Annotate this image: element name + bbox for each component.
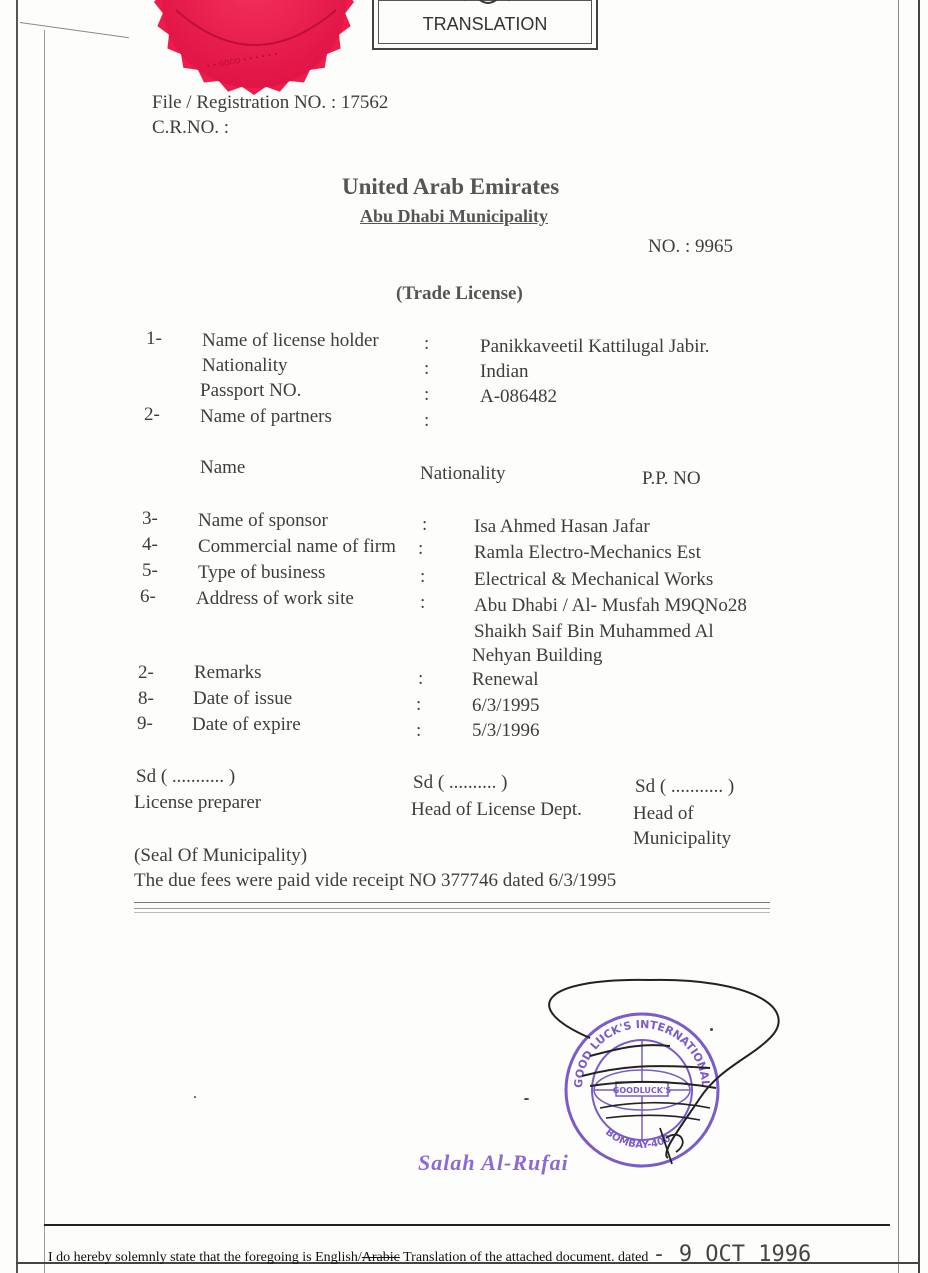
colon: : — [416, 720, 422, 741]
address-line-3: Nehyan Building — [472, 645, 603, 666]
remarks-label: Remarks — [194, 662, 262, 683]
municipality-label: Municipality — [633, 828, 732, 849]
translation-statement — [48, 1242, 811, 1267]
signature-placeholder-3: Sd ( ........... ) — [635, 776, 735, 797]
field-number: 1- — [146, 328, 162, 349]
country-heading: United Arab Emirates — [342, 174, 560, 199]
file-registration-number: File / Registration NO. : 17562 — [152, 92, 389, 113]
partners-column-nationality: Nationality — [420, 463, 506, 484]
municipality-heading: Abu Dhabi Municipality — [360, 206, 549, 226]
remarks-value: Renewal — [472, 669, 539, 690]
page-border-right — [918, 0, 920, 1273]
colon: : — [424, 384, 430, 405]
nationality-value: Indian — [480, 361, 529, 382]
signature-placeholder-2: Sd ( .......... ) — [413, 772, 508, 793]
business-type-label: Type of business — [198, 562, 326, 583]
colon: : — [420, 592, 426, 613]
license-number: NO. : 9965 — [648, 236, 733, 257]
seal-note: (Seal Of Municipality) — [134, 845, 308, 866]
partners-column-name: Name — [200, 457, 246, 478]
field-number: 2- — [144, 404, 160, 425]
passport-value: A-086482 — [480, 386, 558, 407]
translation-label: TRANSLATION — [422, 14, 548, 34]
head-of-municipality-label: Head of — [633, 803, 694, 824]
page-border-inner — [44, 30, 45, 1273]
colon: : — [424, 410, 430, 431]
document-type: (Trade License) — [396, 283, 523, 304]
nationality-label: Nationality — [202, 355, 288, 376]
signature-placeholder-1: Sd ( ........... ) — [136, 766, 236, 787]
fees-note: The due fees were paid vide receipt NO 377746 dated 6/3/1995 — [134, 870, 617, 891]
colon: : — [422, 514, 428, 535]
business-type-value: Electrical & Mechanical Works — [474, 569, 714, 590]
address-line-1: Abu Dhabi / Al- Musfah M9QNo28 — [474, 595, 747, 616]
field-number: 8- — [138, 688, 154, 709]
stamped-date: - 9 OCT 1996 — [652, 1242, 812, 1267]
issue-date-value: 6/3/1995 — [472, 695, 540, 716]
ink-speck — [194, 1096, 196, 1098]
footer-rule — [44, 1224, 890, 1226]
commercial-name-value: Ramla Electro-Mechanics Est — [474, 542, 701, 563]
field-number: 5- — [142, 560, 158, 581]
address-label: Address of work site — [196, 588, 354, 609]
svg-text:• • GOOD • • • • • •: • • GOOD • • • • • • — [205, 50, 279, 71]
divider-line — [134, 908, 770, 909]
partners-label: Name of partners — [200, 406, 332, 427]
stamp-arc-top-text: GOOD LUCK'S INTERNATIONAL — [571, 1017, 713, 1089]
holder-value: Panikkaveetil Kattilugal Jabir. — [480, 336, 710, 357]
arabic-script-mark — [462, 0, 512, 6]
expire-date-label: Date of expire — [192, 714, 301, 735]
red-wax-seal — [136, 0, 376, 100]
commercial-name-label: Commercial name of firm — [198, 536, 396, 557]
head-license-dept-label: Head of License Dept. — [411, 799, 582, 820]
holder-label: Name of license holder — [202, 330, 379, 351]
field-number: 4- — [142, 534, 158, 555]
issue-date-label: Date of issue — [193, 688, 293, 709]
statement-struck-word: Arabic — [361, 1250, 400, 1265]
stamp-center-text: GOODLUCK'S — [612, 1086, 672, 1095]
page-border-right-inner — [898, 0, 899, 1273]
divider-line — [134, 912, 770, 913]
field-number: 6- — [140, 586, 156, 607]
colon: : — [418, 538, 424, 559]
sponsor-value: Isa Ahmed Hasan Jafar — [474, 516, 650, 537]
page-fold-line — [20, 22, 129, 38]
statement-text-2: Translation of the attached document. dated — [399, 1250, 649, 1265]
expire-date-value: 5/3/1996 — [472, 720, 540, 741]
statement-text-1: I do hereby solemnly state that the foregoing is English/ — [48, 1250, 362, 1265]
license-preparer-label: License preparer — [134, 792, 262, 813]
translator-signature: Salah Al-Rufai — [418, 1150, 569, 1175]
field-number: 3- — [142, 508, 158, 529]
stamp-arc-bottom-text: BOMBAY-400 — [603, 1126, 673, 1151]
sponsor-label: Name of sponsor — [198, 510, 328, 531]
colon: : — [420, 566, 426, 587]
page-border-left — [16, 0, 18, 1273]
field-number: 9- — [137, 713, 153, 734]
address-line-2: Shaikh Saif Bin Muhammed Al — [474, 621, 714, 642]
passport-label: Passport NO. — [200, 380, 302, 401]
colon: : — [416, 694, 422, 715]
colon: : — [418, 668, 424, 689]
colon: : — [424, 333, 430, 354]
field-number: 2- — [138, 662, 154, 683]
translation-header-box — [372, 0, 598, 50]
divider-line — [134, 902, 770, 903]
partners-column-pp-no: P.P. NO — [642, 468, 701, 489]
cr-number: C.R.NO. : — [152, 117, 230, 138]
colon: : — [424, 358, 430, 379]
